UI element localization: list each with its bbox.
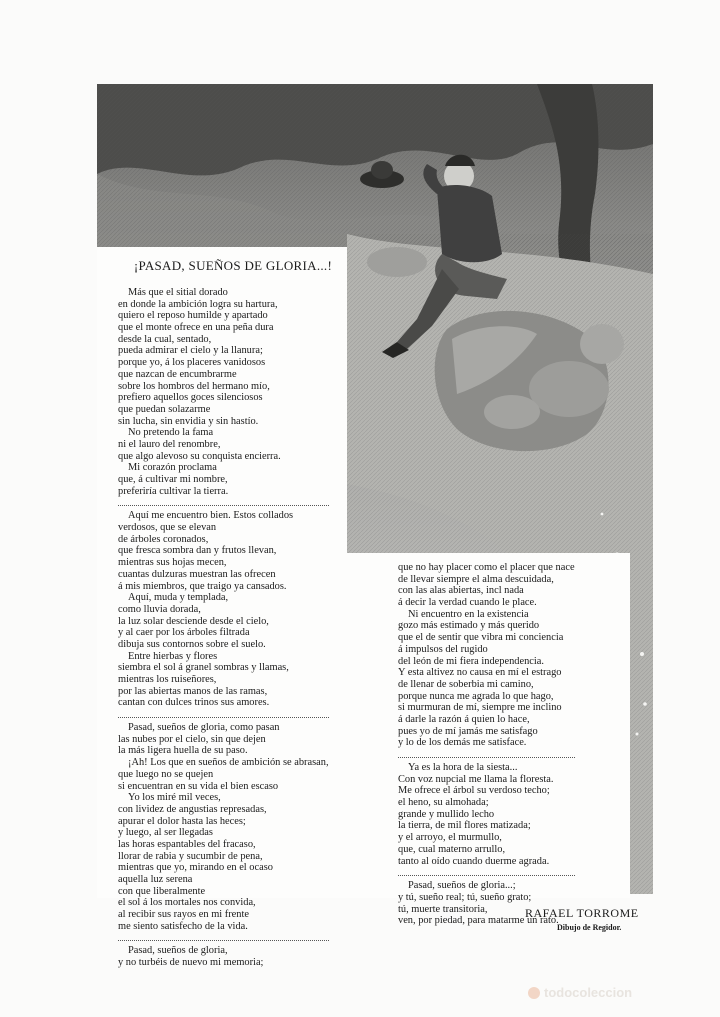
poem-line: á darle la razón á quien lo hace, [398, 713, 530, 725]
poem-line: No pretendo la fama [128, 427, 214, 439]
poem-line: Ya es la hora de la siesta... [408, 762, 518, 773]
poem-line: con las alas abiertas, incl nada [398, 585, 524, 597]
poem-line: porque nunca me agrada lo que hago, [398, 690, 554, 702]
poem-line: la luz solar desciende desde el cielo, [118, 615, 269, 627]
poem-line: que luego no se quejen [118, 768, 214, 780]
poem-line: que algo alevoso su conquista encierra. [118, 450, 281, 462]
poem-line: dibuja sus contornos sobre el suelo. [118, 638, 266, 650]
author-signature: RAFAEL TORROME [525, 906, 639, 920]
poem-line: siembra el sol á granel sombras y llamas, [118, 662, 289, 674]
poem-left-column [118, 287, 329, 969]
poem-line: á impulsos del rugido [398, 643, 488, 655]
poem-line: si murmuran de mí, siempre me inclino [398, 702, 562, 714]
poem-line: tanto al oído cuando duerme agrada. [398, 855, 550, 867]
poem-line: grande y mullido lecho [398, 808, 495, 820]
watermark [528, 985, 632, 1000]
poem-line: Pasad, sueños de gloria, [128, 945, 228, 957]
poem-line: Y esta altivez no causa en mí el estrago [398, 667, 562, 679]
poem-line: que el de sentir que vibra mi conciencia [398, 632, 564, 644]
poem-line: las nubes por el cielo, sin que dejen [118, 733, 266, 745]
poem-line: y no turbéis de nuevo mi memoria; [118, 957, 264, 969]
poem-line: por las abiertas manos de las ramas, [118, 685, 268, 697]
poem-line: y luego, al ser llegadas [118, 827, 213, 839]
poem-line: prefiero aquellos goces silenciosos [118, 392, 263, 404]
poem-line: y el arroyo, el murmullo, [398, 832, 502, 844]
poem-line: Aquí, muda y templada, [128, 592, 229, 604]
poem-line: que, cual materno arrullo, [398, 843, 506, 855]
poem-line: tú, muerte transitoria, [398, 903, 488, 915]
poem-line: Más que el sitial dorado [128, 287, 228, 298]
poem-title: ¡PASAD, SUEÑOS DE GLORIA...! [133, 258, 333, 273]
poem-line: que nazcan de encumbrarme [118, 368, 237, 380]
poem-line: que, á cultivar mi nombre, [118, 474, 228, 485]
poem-line: de árboles coronados, [118, 533, 209, 545]
poem-line: pueda admirar el cielo y la llanura; [118, 345, 263, 357]
illustration-credit: Dibujo de Regidor. [557, 923, 622, 932]
poem-line: Con voz nupcial me llama la floresta. [398, 773, 554, 785]
poem-line: que no hay placer como el placer que nace [398, 562, 575, 573]
poem-line: en donde la ambición logra su hartura, [118, 298, 278, 310]
poem-line: cuantas dulzuras muestran las ofrecen [118, 568, 276, 580]
stanza-separator [118, 935, 329, 941]
poem-line: aquella luz serena [118, 874, 193, 885]
poem-line: las horas espantables del fracaso, [118, 838, 256, 850]
poem-line: que puedan solazarme [118, 403, 211, 415]
poem-line: mientras los ruiseñores, [118, 674, 217, 685]
poem-line: con lividez de angustias represadas, [118, 803, 267, 815]
poem-line: ven, por piedad, para matarme un rato. [398, 915, 559, 927]
poem-line: quiero el reposo humilde y apartado [118, 310, 268, 322]
poem-line: mientras sus hojas mecen, [118, 557, 227, 569]
poem-line: de llevar siempre el alma descuidada, [398, 573, 554, 585]
poem-line: y al caer por los árboles filtrada [118, 627, 250, 639]
poem-line: Pasad, sueños de gloria...; [408, 880, 516, 892]
poem-line: verdosos, que se elevan [118, 522, 217, 534]
poem-line: gozo más estimado y más querido [398, 620, 540, 632]
poem-line: si encuentran en su vida el bien escaso [118, 780, 279, 792]
stanza-separator [118, 712, 329, 718]
poem-line: á mis miembros, que traigo ya cansados. [118, 580, 287, 592]
stanza-separator [398, 752, 575, 758]
poem-line: ¡Ah! Los que en sueños de ambición se abrasan, [128, 757, 329, 769]
watermark-text: todocoleccion [544, 985, 633, 1000]
poem-line: al recibir sus rayos en mi frente [118, 909, 249, 921]
poem-line: apurar el dolor hasta las heces; [118, 815, 246, 827]
poem-line: con que liberalmente [118, 885, 206, 897]
poem-line: que el monte ofrece en una peña dura [118, 322, 274, 334]
poem-line: llorar de rabia y sucumbir de pena, [118, 850, 263, 862]
watermark-logo-icon [528, 987, 540, 999]
poem-line: preferiría cultivar la tierra. [118, 485, 229, 497]
poem-line: mientras que yo, mirando en el ocaso [118, 862, 273, 874]
poem-line: pues yo de mí jamás me satisfago [398, 725, 538, 737]
poem-right-column [398, 562, 575, 927]
poem-line: Ni encuentro en la existencia [408, 608, 529, 620]
poem-line: Mi corazón proclama [128, 462, 217, 474]
poem-line: sobre los hombros del hermano mío, [118, 380, 270, 392]
poem-line: la tierra, de mil flores matizada; [398, 820, 531, 832]
poem-line: Me ofrece el árbol su verdoso techo; [398, 785, 550, 797]
poem-line: sin lucha, sin envidia y sin hastío. [118, 415, 259, 427]
poem-line: del león de mi fiera independencia. [398, 655, 544, 667]
poem-line: como lluvia dorada, [118, 603, 201, 615]
poem-line: y tú, sueño real; tú, sueño grato; [398, 891, 532, 903]
poem-line: Entre hierbas y flores [128, 650, 218, 662]
poem-line: el heno, su almohada; [398, 797, 489, 809]
poem-line: que fresca sombra dan y frutos llevan, [118, 545, 277, 557]
poem-line: el sol á los mortales nos convida, [118, 897, 256, 909]
stanza-separator [118, 500, 329, 506]
poem-line: ni el lauro del renombre, [118, 438, 221, 450]
poem-line: Pasad, sueños de gloria, como pasan [128, 722, 280, 734]
poem-line: Yo los miré mil veces, [128, 792, 221, 804]
poem-line: y lo de los demás me satisface. [398, 737, 527, 749]
stanza-separator [398, 870, 575, 876]
poem-line: Aquí me encuentro bien. Estos collados [128, 510, 294, 522]
poem-line: desde la cual, sentado, [118, 333, 212, 345]
poem-line: porque yo, á los placeres vanidosos [118, 357, 266, 369]
poem-line: la más ligera huella de su paso. [118, 745, 248, 757]
poem-line: á decir la verdad cuando le place. [398, 597, 537, 609]
poem-line: cantan con dulces trinos sus amores. [118, 697, 270, 709]
poem-line: me siento satisfecho de la vida. [118, 920, 248, 932]
poem-line: de llenar de soberbia mi camino, [398, 678, 534, 690]
